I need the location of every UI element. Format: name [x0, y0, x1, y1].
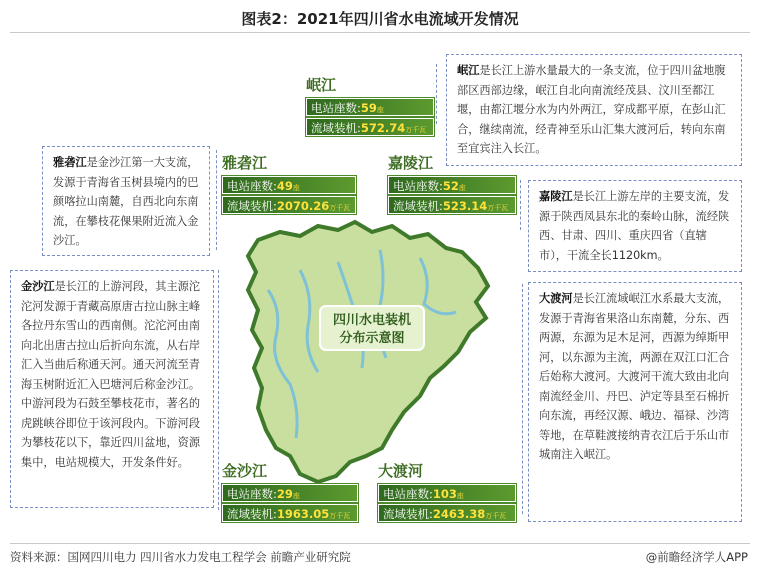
- card-yalong-capacity: [222, 196, 356, 214]
- stations-value: 49: [276, 179, 293, 193]
- card-jialing-capacity: [388, 196, 516, 214]
- stations-label: 电站座数:: [227, 487, 277, 501]
- desc-jialing-head: 嘉陵江: [539, 190, 573, 203]
- capacity-label: 流域装机:: [227, 199, 277, 213]
- connector-minjiang: [436, 64, 437, 124]
- stations-value: 52: [442, 179, 459, 193]
- capacity-label: 流域装机:: [227, 507, 277, 521]
- desc-dadu-body: 是长江流域岷江水系最大支流，发源于青海省果洛山东南麓，分东、西两源，东源为足木足河，西源为绰斯甲河，以东源为主流，两源在双江口汇合后始称大渡河。大渡河干流大致由北向南流经金川、丹巴、泸定等县至石棉折向东流，再经汉源、峨边、福禄、沙湾等地，在草鞋渡接纳青衣江后于乐山市城南注入岷江。: [539, 292, 730, 461]
- stations-label: 电站座数:: [393, 179, 443, 193]
- desc-minjiang-head: 岷江: [457, 64, 480, 77]
- desc-yalong: [42, 146, 210, 256]
- card-dadu-stations: [378, 484, 516, 502]
- card-dadu-capacity: [378, 504, 516, 522]
- stations-unit: 座: [292, 184, 300, 192]
- card-minjiang: [306, 74, 434, 138]
- card-jinsha-name: 金沙江: [222, 462, 268, 480]
- capacity-unit: 万千瓦: [487, 204, 509, 212]
- capacity-value: 1963.05: [276, 507, 330, 521]
- desc-jialing-body: 是长江上游左岸的主要支流，发源于陕西凤县东北的秦岭山脉，流经陕西、甘肃、四川、重庆四省（直辖市），干流全长1120km。: [539, 190, 730, 262]
- connector-yalong: [216, 150, 217, 250]
- stations-unit: 座: [456, 492, 464, 500]
- stations-unit: 座: [292, 492, 300, 500]
- desc-minjiang-body: 是长江上游水量最大的一条支流，位于四川盆地腹部区西部边缘，岷江自北向南流经茂县、汶川至都江堰，由都江堰分水为内外两江，穿成都平原，在彭山汇合，继续南流，经青神至乐山汇集大渡河后，转向东南至宜宾注入长江。: [457, 64, 726, 155]
- capacity-unit: 万千瓦: [329, 204, 351, 212]
- capacity-unit: 万千瓦: [485, 512, 507, 520]
- desc-yalong-head: 雅砻江: [53, 156, 87, 169]
- card-dadu: [378, 460, 516, 524]
- source-note: 资料来源：国网四川电力 四川省水力发电工程学会 前瞻产业研究院: [10, 550, 351, 564]
- capacity-value: 2070.26: [276, 199, 330, 213]
- card-yalong: [222, 152, 356, 216]
- card-jinsha: [222, 460, 358, 524]
- capacity-unit: 万千瓦: [329, 512, 351, 520]
- stations-value: 29: [276, 487, 293, 501]
- desc-yalong-body: 是金沙江第一大支流，发源于青海省玉树县境内的巴颜喀拉山南麓，自西北向东南流，在攀枝花倮果附近流入金沙江。: [53, 156, 199, 247]
- connector-dadu: [522, 284, 523, 514]
- card-dadu-name: 大渡河: [378, 462, 424, 480]
- card-minjiang-capacity: [306, 118, 434, 136]
- card-jialing-stations: [388, 176, 516, 194]
- capacity-value: 572.74: [360, 121, 406, 135]
- credit-note: @前瞻经济学人APP: [645, 550, 748, 564]
- map-label-line2: 分布示意图: [339, 331, 405, 346]
- stations-unit: 座: [376, 106, 384, 114]
- capacity-label: 流域装机:: [393, 199, 443, 213]
- card-jinsha-capacity: [222, 504, 358, 522]
- desc-jinsha-body: 是长江的上游河段，其主源沱沱河发源于青藏高原唐古拉山脉主峰各拉丹东雪山的西南侧。沱沱河由南向北出唐古拉山后折向东流，从右岸汇入当曲后称通天河。通天河流至青海玉树附近汇入巴塘河后称金沙江。中游河段为石鼓至攀枝花市，著名的虎跳峡谷即位于该河段内。下游河段为攀枝花以下，靠近四川盆地，资源集中，电站规模大，开发条件好。: [21, 280, 201, 469]
- stations-value: 103: [432, 487, 457, 501]
- page-title: 图表2：2021年四川省水电流域开发情况: [241, 10, 519, 28]
- card-yalong-stations: [222, 176, 356, 194]
- card-minjiang-name: 岷江: [306, 76, 337, 94]
- connector-jialing: [520, 180, 521, 230]
- stations-value: 59: [360, 101, 377, 115]
- stations-label: 电站座数:: [311, 101, 361, 115]
- map-outline: [248, 222, 488, 482]
- capacity-label: 流域装机:: [311, 121, 361, 135]
- capacity-label: 流域装机:: [383, 507, 433, 521]
- desc-jinsha: [10, 270, 214, 508]
- card-minjiang-stations: [306, 98, 434, 116]
- desc-jialing: [528, 180, 742, 272]
- desc-minjiang: [446, 54, 742, 166]
- stations-unit: 座: [458, 184, 466, 192]
- footer-divider: [10, 543, 750, 544]
- card-yalong-name: 雅砻江: [222, 154, 268, 172]
- capacity-value: 523.14: [442, 199, 488, 213]
- stations-label: 电站座数:: [227, 179, 277, 193]
- map-label-line1: 四川水电装机: [332, 313, 412, 328]
- card-jialing-name: 嘉陵江: [388, 154, 434, 172]
- connector-jinsha: [218, 270, 219, 510]
- desc-jinsha-head: 金沙江: [21, 280, 55, 293]
- desc-dadu: [528, 282, 742, 522]
- capacity-unit: 万千瓦: [405, 126, 427, 134]
- capacity-value: 2463.38: [432, 507, 486, 521]
- desc-dadu-head: 大渡河: [539, 292, 573, 305]
- card-jialing: [388, 152, 516, 216]
- card-jinsha-stations: [222, 484, 358, 502]
- stations-label: 电站座数:: [383, 487, 433, 501]
